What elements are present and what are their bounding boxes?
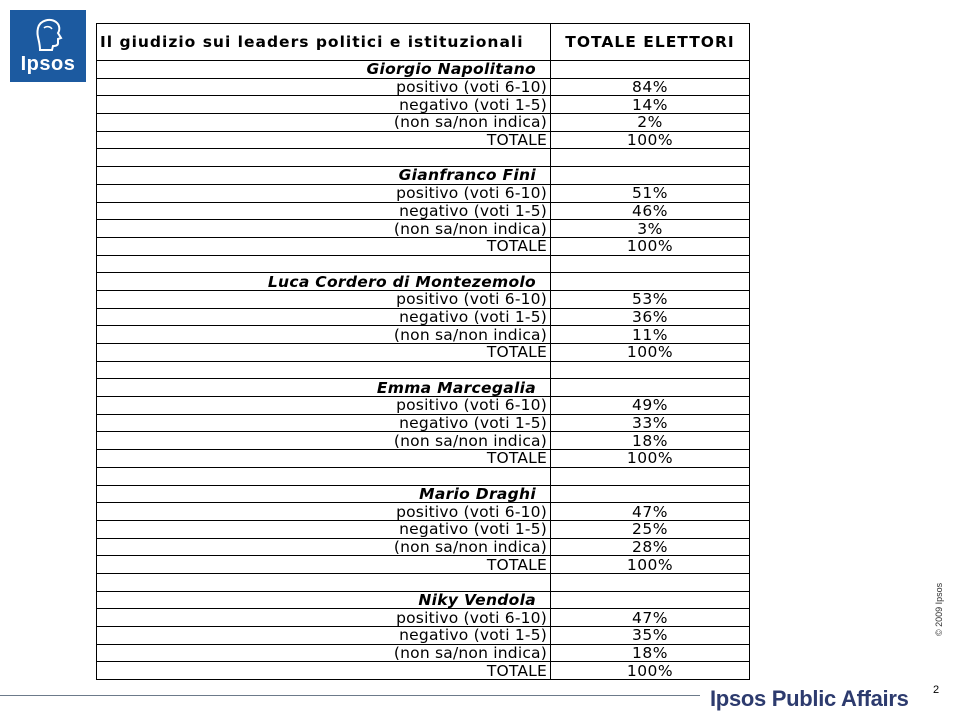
row-label: TOTALE <box>97 131 551 149</box>
section-header-row <box>97 167 750 185</box>
footer-divider <box>0 695 700 696</box>
table-row <box>97 609 750 627</box>
empty-cell <box>551 573 750 591</box>
empty-cell <box>97 573 551 591</box>
row-value: 2% <box>551 114 750 132</box>
ipsos-logo <box>10 10 86 82</box>
row-value: 3% <box>551 220 750 238</box>
leader-name: Giorgio Napolitano <box>97 61 551 79</box>
column-header-totale-elettori: TOTALE ELETTORI <box>551 24 750 61</box>
row-value: 35% <box>551 627 750 645</box>
row-value: 84% <box>551 78 750 96</box>
section-header-row <box>97 379 750 397</box>
spacer-row <box>97 573 750 591</box>
row-value: 25% <box>551 520 750 538</box>
row-value: 100% <box>551 131 750 149</box>
row-value: 28% <box>551 538 750 556</box>
row-label: negativo (voti 1-5) <box>97 414 551 432</box>
section-header-row <box>97 61 750 79</box>
row-label: (non sa/non indica) <box>97 114 551 132</box>
leader-name: Mario Draghi <box>97 485 551 503</box>
section-header-row <box>97 591 750 609</box>
row-label: TOTALE <box>97 237 551 255</box>
row-label: negativo (voti 1-5) <box>97 627 551 645</box>
table-header-row <box>97 24 750 61</box>
table-row <box>97 131 750 149</box>
table-row <box>97 450 750 468</box>
table-row <box>97 538 750 556</box>
empty-cell <box>551 167 750 185</box>
row-value: 100% <box>551 662 750 680</box>
section-header-row <box>97 485 750 503</box>
row-label: (non sa/non indica) <box>97 326 551 344</box>
copyright-text: © 2009 Ipsos <box>934 582 944 636</box>
spacer-row <box>97 361 750 379</box>
table-row <box>97 503 750 521</box>
table-row <box>97 220 750 238</box>
footer-brand: Ipsos Public Affairs <box>710 686 909 711</box>
row-label: positivo (voti 6-10) <box>97 609 551 627</box>
table-row <box>97 326 750 344</box>
table-title: Il giudizio sui leaders politici e istituzionali <box>97 24 551 61</box>
table-row <box>97 290 750 308</box>
empty-cell <box>97 255 551 273</box>
row-label: (non sa/non indica) <box>97 538 551 556</box>
table-row <box>97 397 750 415</box>
row-label: negativo (voti 1-5) <box>97 308 551 326</box>
empty-cell <box>551 591 750 609</box>
row-value: 33% <box>551 414 750 432</box>
row-value: 51% <box>551 184 750 202</box>
table-row <box>97 414 750 432</box>
empty-cell <box>551 149 750 167</box>
table-row <box>97 520 750 538</box>
leader-name: Gianfranco Fini <box>97 167 551 185</box>
empty-cell <box>551 467 750 485</box>
logo-text: Ipsos <box>20 53 76 75</box>
row-label: positivo (voti 6-10) <box>97 290 551 308</box>
table-row <box>97 308 750 326</box>
spacer-row <box>97 149 750 167</box>
table-row <box>97 202 750 220</box>
row-value: 11% <box>551 326 750 344</box>
row-value: 18% <box>551 644 750 662</box>
row-label: negativo (voti 1-5) <box>97 520 551 538</box>
table-row <box>97 96 750 114</box>
row-value: 100% <box>551 450 750 468</box>
empty-cell <box>97 361 551 379</box>
table-row <box>97 184 750 202</box>
row-label: positivo (voti 6-10) <box>97 184 551 202</box>
spacer-row <box>97 467 750 485</box>
table-row <box>97 114 750 132</box>
row-label: positivo (voti 6-10) <box>97 78 551 96</box>
table-row <box>97 237 750 255</box>
table-row <box>97 78 750 96</box>
empty-cell <box>551 379 750 397</box>
leader-name: Niky Vendola <box>97 591 551 609</box>
empty-cell <box>97 149 551 167</box>
table-row <box>97 432 750 450</box>
row-label: negativo (voti 1-5) <box>97 202 551 220</box>
row-value: 18% <box>551 432 750 450</box>
row-value: 49% <box>551 397 750 415</box>
row-label: TOTALE <box>97 344 551 362</box>
empty-cell <box>97 467 551 485</box>
row-label: TOTALE <box>97 662 551 680</box>
leaders-judgment-table <box>96 23 750 680</box>
row-label: (non sa/non indica) <box>97 644 551 662</box>
table-row <box>97 662 750 680</box>
table-row <box>97 644 750 662</box>
table-row <box>97 556 750 574</box>
row-label: (non sa/non indica) <box>97 220 551 238</box>
row-value: 100% <box>551 556 750 574</box>
row-value: 100% <box>551 237 750 255</box>
row-label: (non sa/non indica) <box>97 432 551 450</box>
section-header-row <box>97 273 750 291</box>
row-label: TOTALE <box>97 450 551 468</box>
head-profile-icon <box>30 16 66 52</box>
leader-name: Luca Cordero di Montezemolo <box>97 273 551 291</box>
row-value: 47% <box>551 609 750 627</box>
row-value: 36% <box>551 308 750 326</box>
spacer-row <box>97 255 750 273</box>
row-value: 14% <box>551 96 750 114</box>
row-value: 47% <box>551 503 750 521</box>
page-number: 2 <box>933 684 940 696</box>
row-value: 46% <box>551 202 750 220</box>
empty-cell <box>551 485 750 503</box>
row-label: positivo (voti 6-10) <box>97 397 551 415</box>
row-label: positivo (voti 6-10) <box>97 503 551 521</box>
empty-cell <box>551 273 750 291</box>
row-label: negativo (voti 1-5) <box>97 96 551 114</box>
empty-cell <box>551 61 750 79</box>
table-row <box>97 344 750 362</box>
row-value: 100% <box>551 344 750 362</box>
empty-cell <box>551 255 750 273</box>
table-row <box>97 627 750 645</box>
empty-cell <box>551 361 750 379</box>
row-value: 53% <box>551 290 750 308</box>
row-label: TOTALE <box>97 556 551 574</box>
leader-name: Emma Marcegalia <box>97 379 551 397</box>
